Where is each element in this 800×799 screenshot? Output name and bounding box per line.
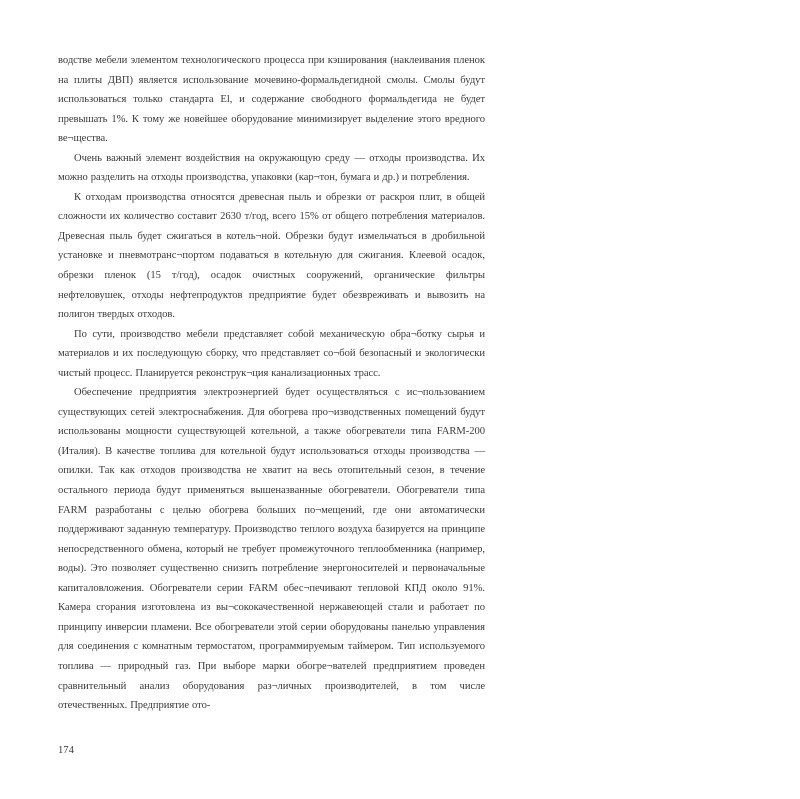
paragraph-1: водстве мебели элементом технологического процесса при кэширования (наклеивания пленок на плиты ДВП) является использование мочевино-формальдегидной смолы. Смолы будут использоваться только стандарта El, и содержание свободного формальдегида не будет превышать 1%. К тому же новейшее оборудование минимизирует выделение этого вредного ве¬щества. [58, 55, 485, 145]
paragraph-4: По сути, производство мебели представляет собой механическую обра¬ботку сырья и материалов и их последующую сборку, что представляет со¬бой безопасный и экологически чистый процесс. Планируется реконструк¬ция канализационных трасс. [58, 328, 485, 379]
paragraph-3: К отходам производства относятся древесная пыль и обрезки от раскроя плит, в общей сложности их количество составит 2630 т/год, всего 15% от общего потребления материалов. Древесная пыль будет сжигаться в котель¬ной. Обрезки будут измельчаться в дробильной установке и пневмотранс¬портом подаваться в котельную для сжигания. Клеевой осадок, обрезки пленок (15 т/год), осадок очистных сооружений, органические фильтры нефтеловушек, отходы нефтепродуктов предприятие будет обезвреживать и вывозить на полигон твердых отходов. [58, 191, 485, 321]
paragraph-5: Обеспечение предприятия электроэнергией будет осуществляться с ис¬пользованием существующих сетей электроснабжения. Для обогрева про¬изводственных помещений будут использованы мощности существующей котельной, а также обогреватели типа FARM-200 (Италия). В качестве топлива для котельной будут использоваться отходы производства — опилки. Так как отходов производства не хватит на весь отопительный сезон, в течение остального периода будут применяться вышеназванные обогреватели. Обогреватели типа FARM разработаны с целью обогрева больших по¬мещений, где они автоматически поддерживают заданную температуру. Производство теплого воздуха базируется на принципе непосредственного обмена, который не требует промежуточного теплообменника (например, воды). Это позволяет существенно снизить потребление энергоносителей и первоначальные капиталовложения. Обогреватели серии FARM обес¬печивают тепловой КПД около 91%. Камера сгорания изготовлена из вы¬сококачественной нержавеющей стали и работает по принципу инверсии пламени. Все обогреватели этой серии оборудованы панелью управления для соединения с комнатным термостатом, программируемым таймером. Тип используемого топлива — природный газ. При выборе марки обогре¬вателей предприятием проведен сравнительный анализ оборудования раз¬личных производителей, в том числе отечественных. Предприятие ото- [58, 387, 485, 712]
document-page [58, 51, 485, 716]
page-number: 174 [58, 745, 74, 756]
paragraph-2: Очень важный элемент воздействия на окружающую среду — отходы производства. Их можно разделить на отходы производства, упаковки (кар¬тон, бумага и др.) и потребления. [58, 152, 485, 184]
